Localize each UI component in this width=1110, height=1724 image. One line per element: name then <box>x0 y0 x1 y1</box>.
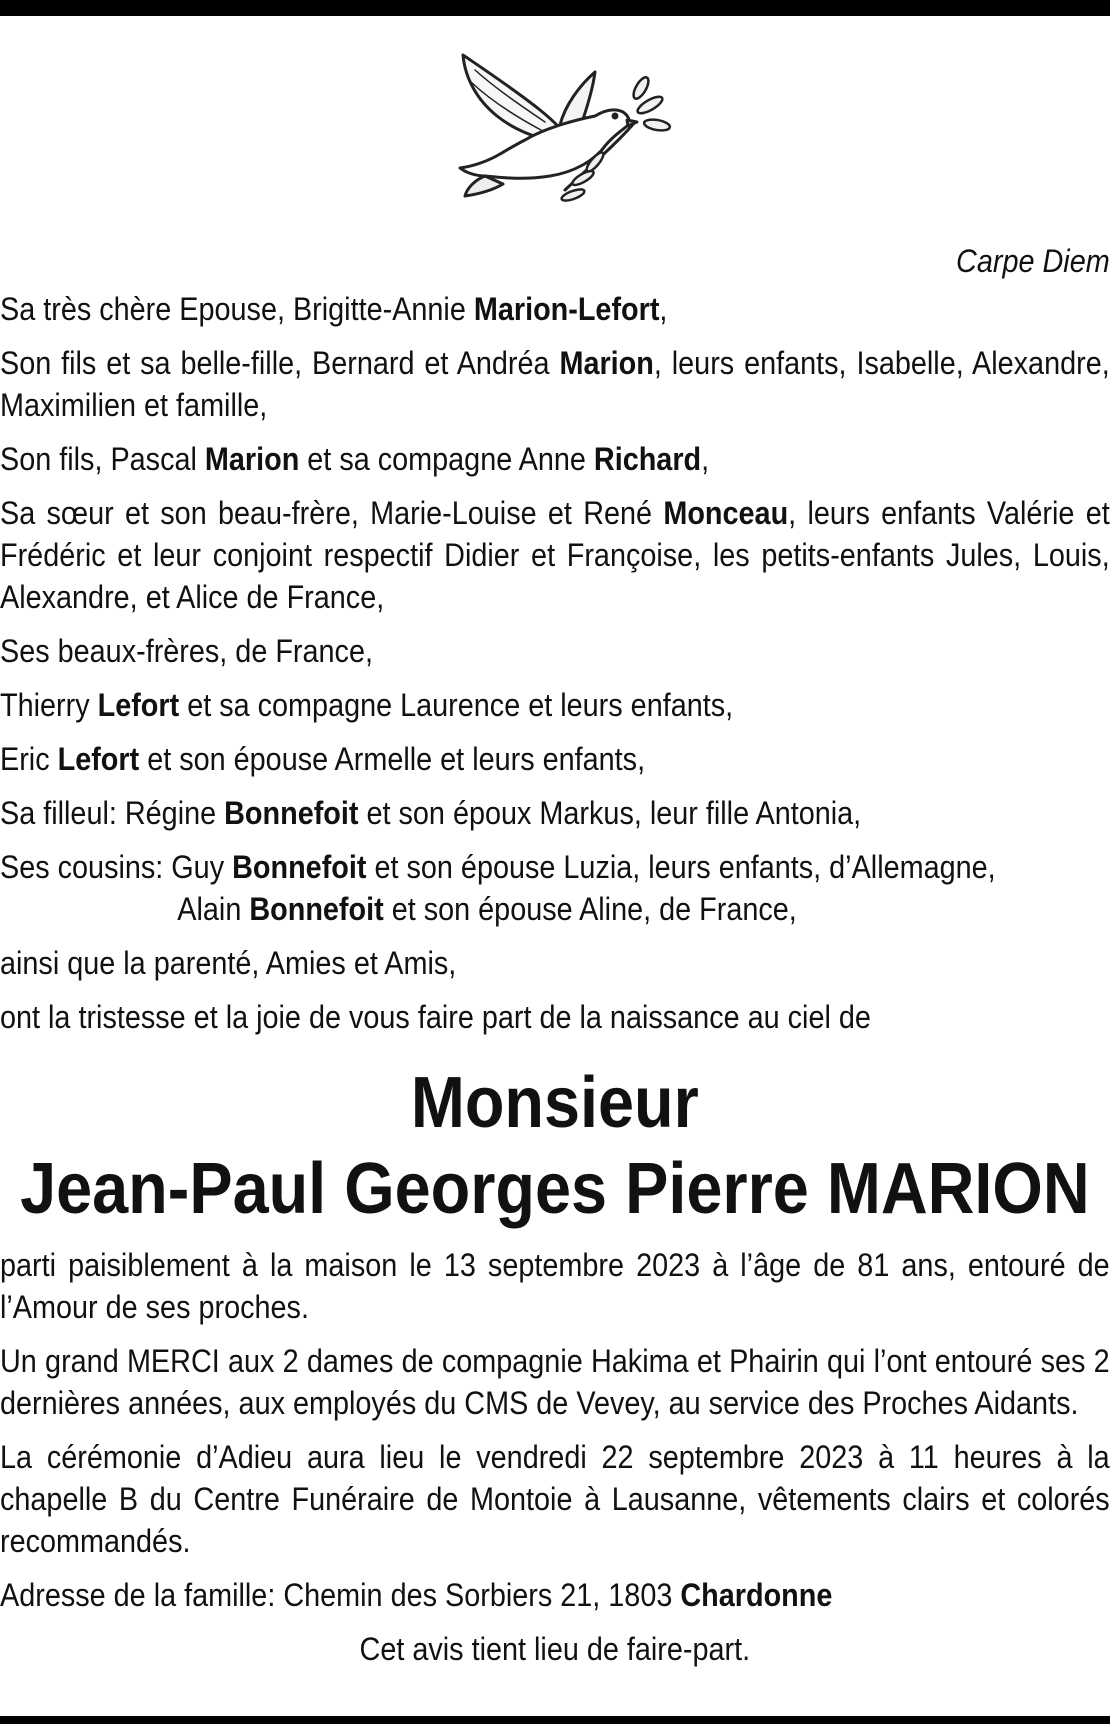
family-paragraph-son-bernard <box>0 342 1110 426</box>
ceremony-paragraph: La cérémonie d’Adieu aura lieu le vendredi 22 septembre 2023 à 11 heures à la chapelle B du Centre Funéraire de Montoie à Lausanne, vêtements clairs et colorés recommandés. <box>0 1439 1110 1559</box>
announcement-text <box>0 240 1110 1670</box>
text-span: Sa très chère Epouse, Brigitte-Annie <box>0 291 474 327</box>
family-address <box>0 1574 1110 1616</box>
text-span: Thierry <box>0 687 98 723</box>
closing-note: Cet avis tient lieu de faire-part. <box>359 1631 751 1667</box>
text-span: Adresse de la famille: Chemin des Sorbiers 21, 1803 <box>0 1577 681 1613</box>
family-paragraph-spouse <box>0 288 1110 330</box>
surname: Monceau <box>663 495 789 531</box>
text-span: Son fils, Pascal <box>0 441 205 477</box>
family-paragraph-son-pascal <box>0 438 1110 480</box>
text-span: , leurs enfants, Isabelle, Alexandre, Maximilien et famille, <box>0 345 1110 423</box>
text-span: Ses cousins: Guy <box>0 849 233 885</box>
text-span: , <box>701 441 710 477</box>
text-span: et sa compagne Anne <box>299 441 594 477</box>
bottom-border-rule <box>0 1716 1110 1724</box>
text-span: et son épouse Armelle et leurs enfants, <box>139 741 646 777</box>
deceased-name: Jean-Paul Georges Pierre MARION <box>20 1149 1090 1229</box>
surname: Marion-Lefort <box>473 291 660 327</box>
family-paragraph-godchild <box>0 792 1110 834</box>
surname: Lefort <box>57 741 140 777</box>
town: Chardonne <box>680 1577 833 1613</box>
family-paragraph-thierry <box>0 684 1110 726</box>
text-span: Eric <box>0 741 58 777</box>
family-paragraph-sister <box>0 492 1110 618</box>
surname: Marion <box>204 441 300 477</box>
text-span: et son épouse Luzia, leurs enfants, d’Allemagne, <box>366 849 996 885</box>
family-paragraph-brothers-in-law: Ses beaux-frères, de France, <box>0 633 373 669</box>
text-span: Alain <box>177 891 250 927</box>
surname: Bonnefoit <box>249 891 384 927</box>
text-span: Sa sœur et son beau-frère, Marie-Louise et René <box>0 495 664 531</box>
dove-with-olive-branch-icon <box>445 50 675 220</box>
text-span: , leurs enfants Valérie et Frédéric et leur conjoint respectif Didier et Françoise, les petits-enfants Jules, Louis, Alexandre, et Alice de France, <box>0 495 1110 615</box>
family-paragraph-relatives: ainsi que la parenté, Amies et Amis, <box>0 945 457 981</box>
top-border-rule <box>0 0 1110 16</box>
passing-paragraph: parti paisiblement à la maison le 13 septembre 2023 à l’âge de 81 ans, entouré de l’Amour de ses proches. <box>0 1247 1110 1325</box>
cousins-line-1 <box>0 846 1110 888</box>
family-paragraph-eric <box>0 738 1110 780</box>
text-span: , <box>659 291 668 327</box>
family-paragraph-cousins <box>0 846 1110 930</box>
surname: Lefort <box>97 687 180 723</box>
text-span: Sa filleul: Régine <box>0 795 225 831</box>
surname: Bonnefoit <box>232 849 367 885</box>
thanks-paragraph: Un grand MERCI aux 2 dames de compagnie Hakima et Phairin qui l’ont entouré ses 2 dernières années, aux employés du CMS de Vevey, au service des Proches Aidants. <box>0 1343 1110 1421</box>
text-span: Son fils et sa belle-fille, Bernard et Andréa <box>0 345 560 381</box>
cousins-line-2 <box>0 888 1110 930</box>
surname: Richard <box>593 441 702 477</box>
text-span: et sa compagne Laurence et leurs enfants, <box>179 687 734 723</box>
surname: Marion <box>559 345 654 381</box>
deceased-honorific: Monsieur <box>410 1063 699 1143</box>
text-span: et son épouse Aline, de France, <box>383 891 797 927</box>
text-span: et son époux Markus, leur fille Antonia, <box>358 795 862 831</box>
motto: Carpe Diem <box>956 243 1110 279</box>
announcement-intro: ont la tristesse et la joie de vous faire part de la naissance au ciel de <box>0 999 871 1035</box>
surname: Bonnefoit <box>224 795 359 831</box>
